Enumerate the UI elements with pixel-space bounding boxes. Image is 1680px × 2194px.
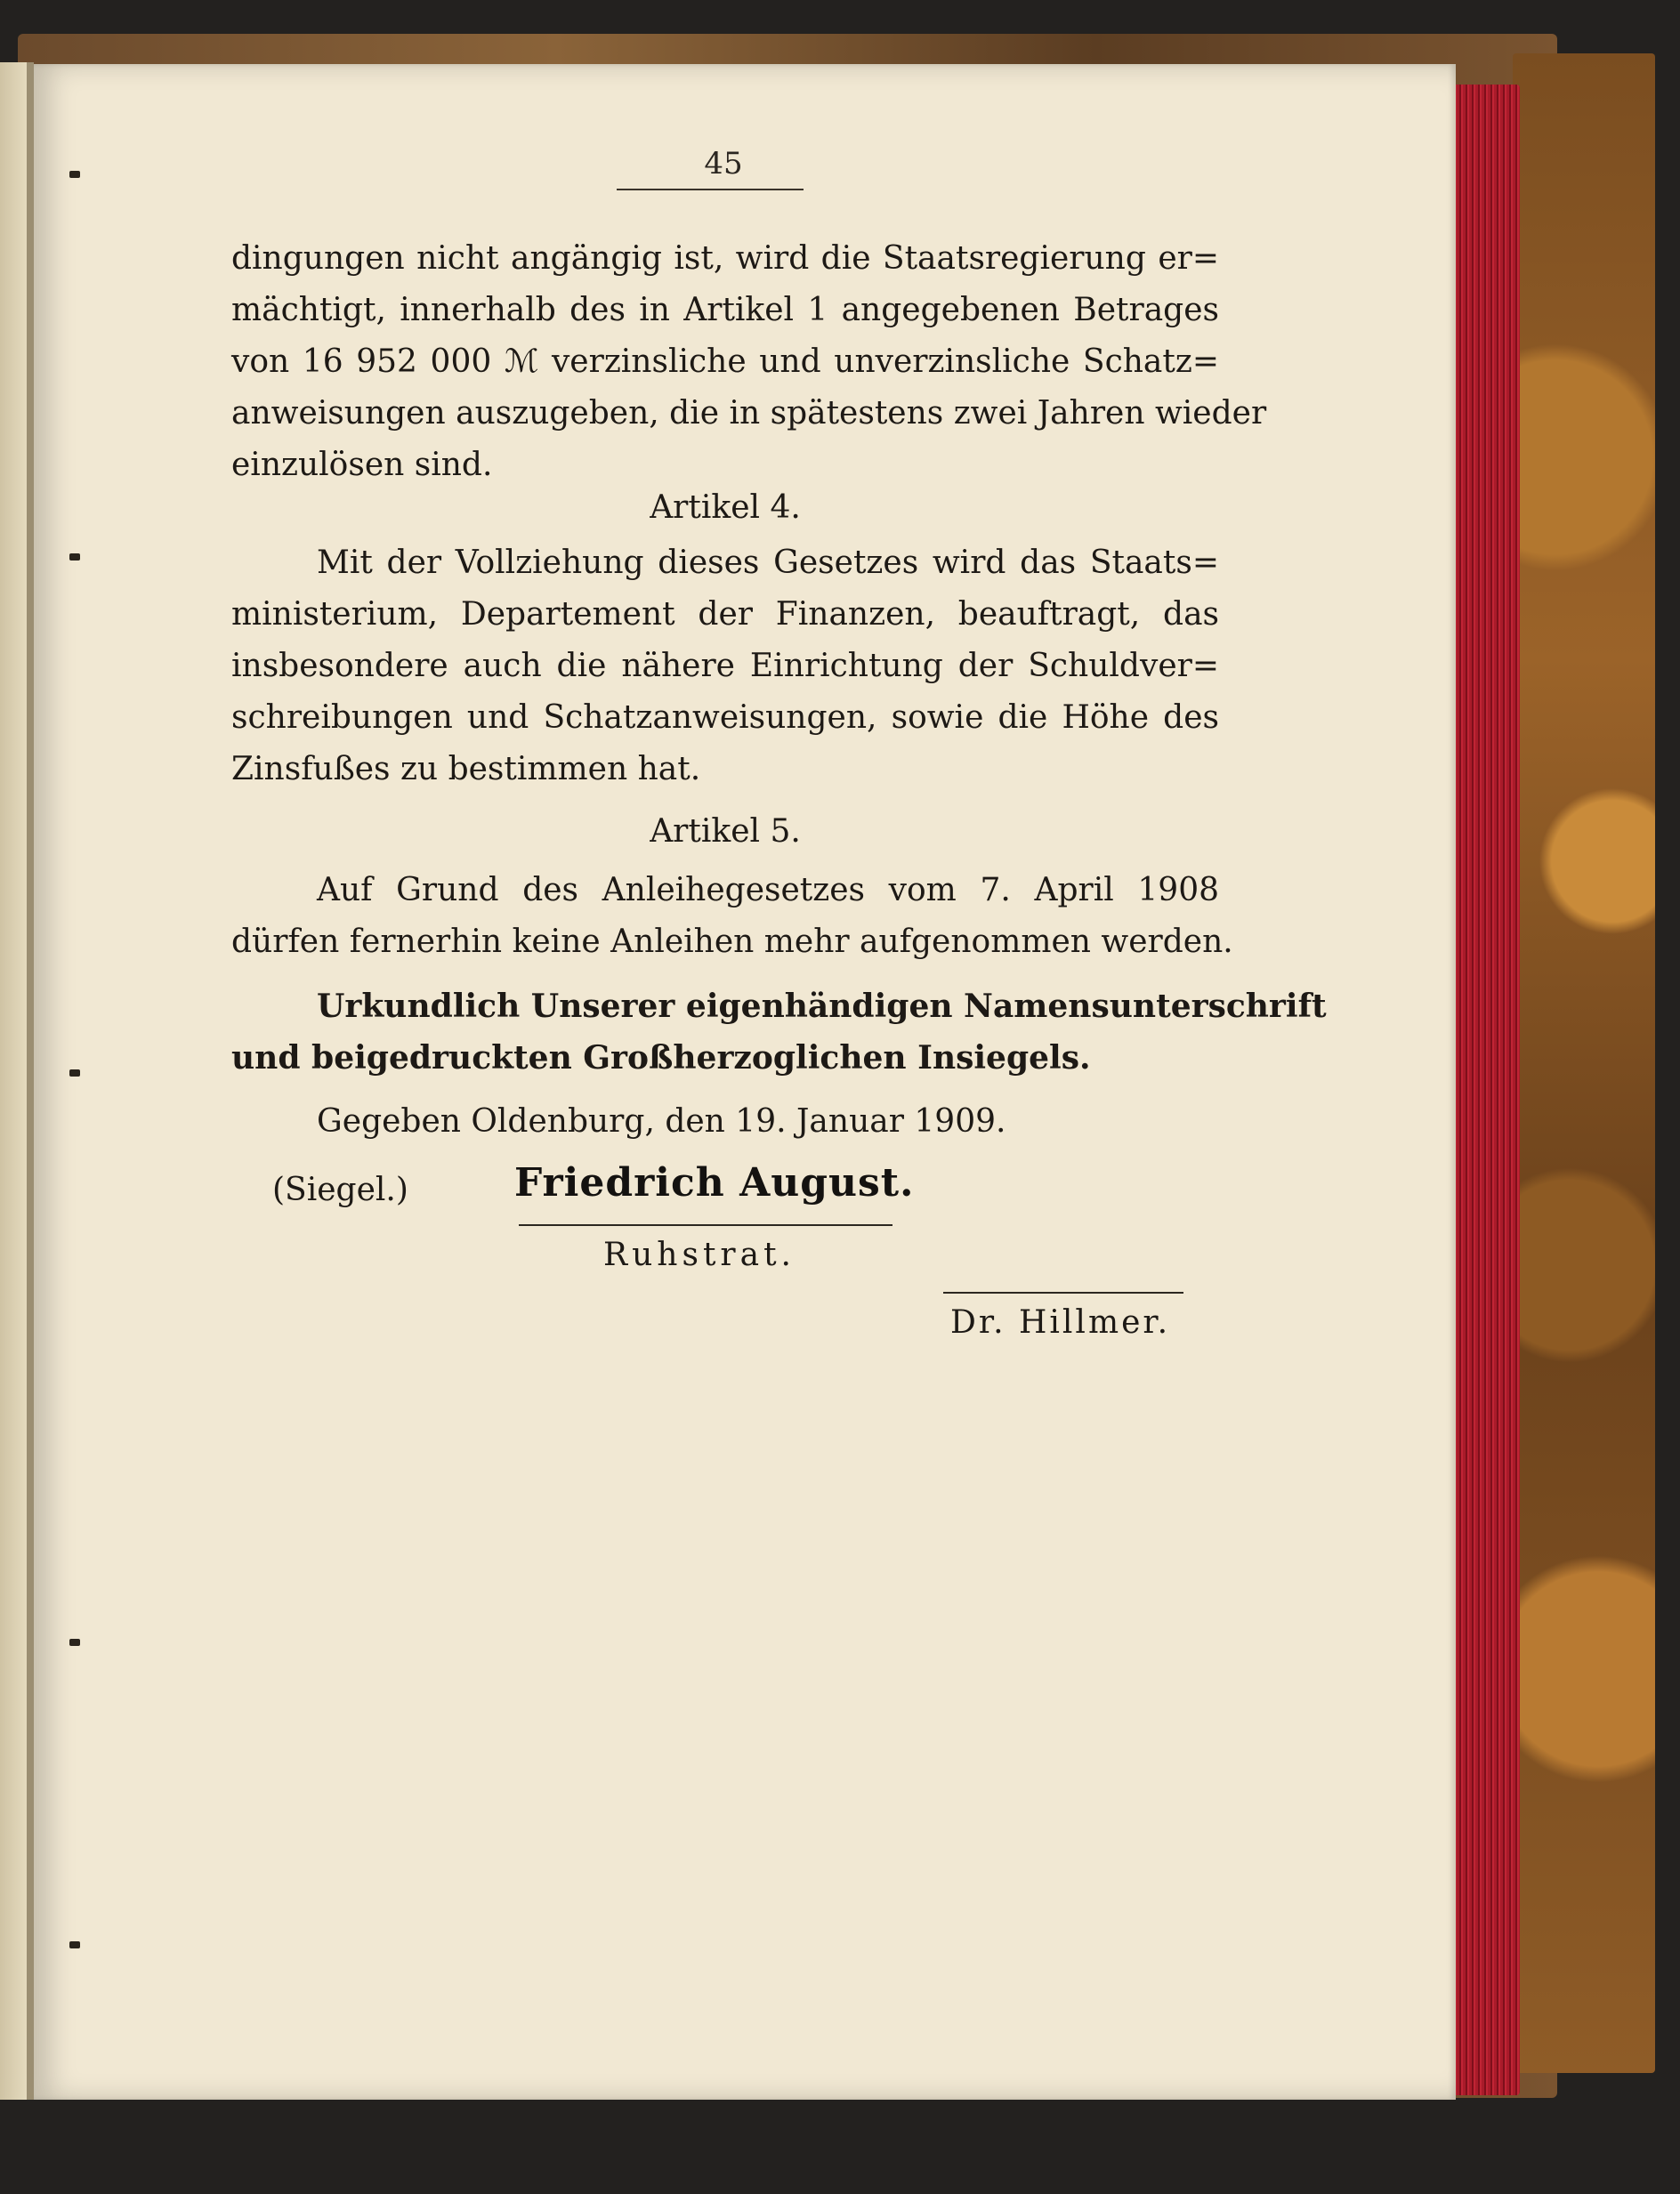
text-line: Zinsfußes zu bestimmen hat.	[231, 751, 701, 787]
attestation	[231, 980, 1327, 1084]
text-line: von 16 952 000 ℳ verzinsliche und unverzinsliche Schatz=	[231, 343, 1219, 380]
marbled-cover-edge	[1513, 53, 1655, 2073]
article-4-heading: Artikel 4.	[650, 489, 801, 526]
article-4-text	[231, 537, 1219, 795]
paragraph-continuation	[231, 233, 1267, 491]
text-line: einzulösen sind.	[231, 447, 493, 483]
article-5-heading: Artikel 5.	[650, 813, 801, 850]
left-page	[0, 62, 28, 2100]
stitch-mark	[69, 171, 80, 178]
given-at	[231, 1096, 1219, 1148]
text-line: dingungen nicht angängig ist, wird die Staatsregierung er=	[231, 240, 1219, 277]
left-page-edge	[27, 62, 34, 2100]
seal-note: (Siegel.)	[272, 1172, 408, 1208]
text-line: mächtigt, innerhalb des in Artikel 1 angegebenen Betrages	[231, 292, 1219, 328]
stitch-mark	[69, 553, 80, 561]
signature-rule	[943, 1292, 1183, 1294]
page-number-rule	[617, 189, 804, 190]
text-line: dürfen fernerhin keine Anleihen mehr aufgenommen werden.	[231, 924, 1233, 960]
article-5-text	[231, 865, 1233, 968]
text-line: Auf Grund des Anleihegesetzes vom 7. April 1908	[317, 872, 1219, 908]
text-line: insbesondere auch die nähere Einrichtung der Schuldver=	[231, 648, 1219, 684]
sovereign-signature: Friedrich August.	[514, 1160, 915, 1206]
page	[34, 64, 1456, 2100]
red-page-edges	[1450, 85, 1520, 2095]
stitch-mark	[69, 1941, 80, 1948]
text-line: schreibungen und Schatzanweisungen, sowie die Höhe des	[231, 699, 1219, 736]
text-line: und beigedruckten Großherzoglichen Insiegels.	[231, 1039, 1091, 1077]
stitch-mark	[69, 1639, 80, 1646]
text-line: Mit der Vollziehung dieses Gesetzes wird das Staats=	[317, 544, 1219, 581]
minister-signature: Dr. Hillmer.	[950, 1304, 1171, 1341]
text-line: ministerium, Departement der Finanzen, beauftragt, das	[231, 596, 1219, 633]
minister-signature: Ruhstrat.	[603, 1237, 796, 1273]
text-line: Urkundlich Unserer eigenhändigen Namensunterschrift	[317, 988, 1327, 1025]
page-number: 45	[704, 146, 743, 181]
signature-rule	[519, 1224, 892, 1226]
text-line: anweisungen auszugeben, die in spätestens zwei Jahren wieder	[231, 395, 1267, 432]
stitch-mark	[69, 1069, 80, 1077]
text-line: Gegeben Oldenburg, den 19. Januar 1909.	[317, 1103, 1006, 1140]
